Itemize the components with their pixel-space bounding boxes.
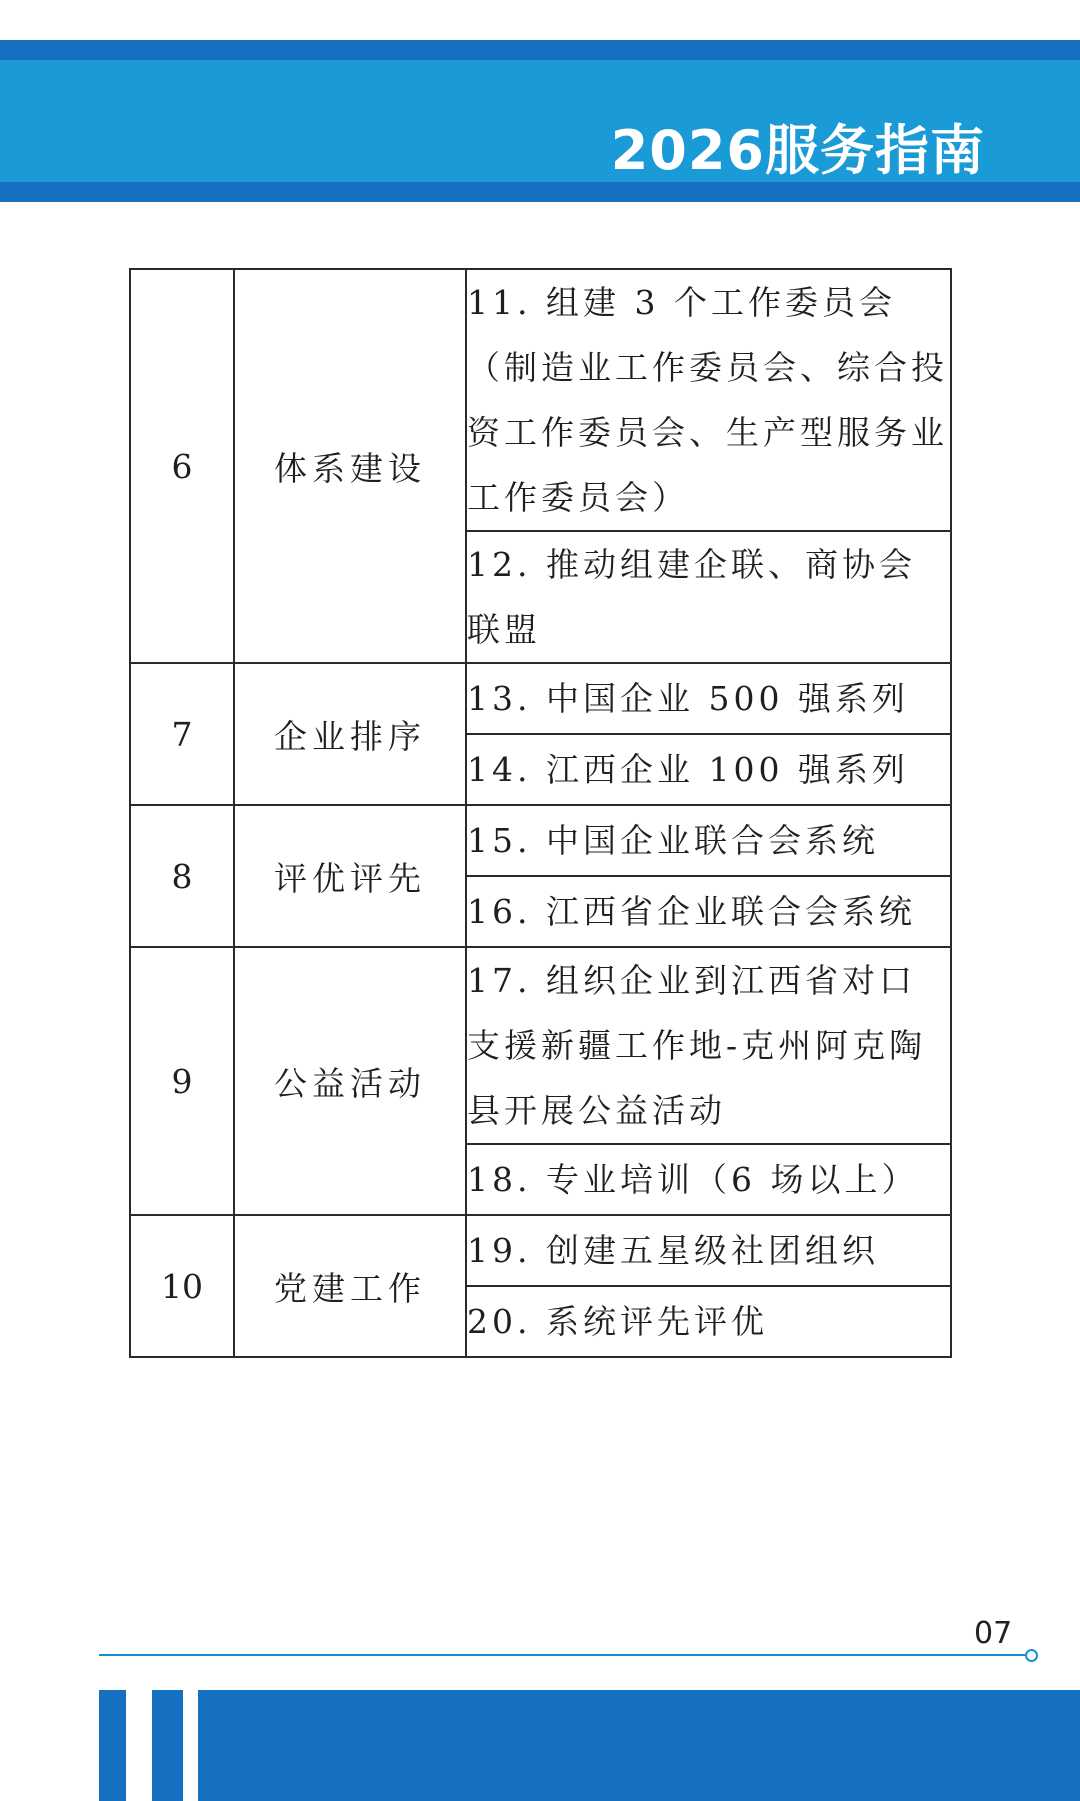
category-cell: 评优评先 xyxy=(234,805,466,947)
category-cell: 公益活动 xyxy=(234,947,466,1215)
footer-bar-stripe-2 xyxy=(152,1690,183,1801)
item-cell: 11. 组建 3 个工作委员会（制造业工作委员会、综合投资工作委员会、生产型服务业工作委员会） xyxy=(466,269,951,531)
row-number: 8 xyxy=(130,805,234,947)
row-number: 7 xyxy=(130,663,234,805)
item-cell: 18. 专业培训（6 场以上） xyxy=(466,1144,951,1215)
table-row xyxy=(130,947,951,1144)
item-cell: 17. 组织企业到江西省对口支援新疆工作地-克州阿克陶县开展公益活动 xyxy=(466,947,951,1144)
item-cell: 13. 中国企业 500 强系列 xyxy=(466,663,951,734)
row-number: 10 xyxy=(130,1215,234,1357)
header-banner xyxy=(0,40,1080,202)
item-cell: 20. 系统评先评优 xyxy=(466,1286,951,1357)
footer-rule xyxy=(99,1654,1029,1656)
footer-rule-dot xyxy=(1025,1649,1038,1662)
row-number: 9 xyxy=(130,947,234,1215)
item-cell: 14. 江西企业 100 强系列 xyxy=(466,734,951,805)
footer-bar xyxy=(198,1690,1080,1801)
page-number: 07 xyxy=(974,1616,1013,1651)
footer-bar-stripe-1 xyxy=(99,1690,126,1801)
table-row xyxy=(130,1215,951,1286)
table-row xyxy=(130,269,951,531)
item-cell: 12. 推动组建企联、商协会联盟 xyxy=(466,531,951,663)
service-guide-table xyxy=(129,268,952,1358)
table-row xyxy=(130,805,951,876)
table-row xyxy=(130,663,951,734)
category-cell: 体系建设 xyxy=(234,269,466,663)
item-cell: 16. 江西省企业联合会系统 xyxy=(466,876,951,947)
row-number: 6 xyxy=(130,269,234,663)
category-cell: 党建工作 xyxy=(234,1215,466,1357)
page-title: 2026服务指南 xyxy=(610,119,985,182)
category-cell: 企业排序 xyxy=(234,663,466,805)
item-cell: 15. 中国企业联合会系统 xyxy=(466,805,951,876)
item-cell: 19. 创建五星级社团组织 xyxy=(466,1215,951,1286)
